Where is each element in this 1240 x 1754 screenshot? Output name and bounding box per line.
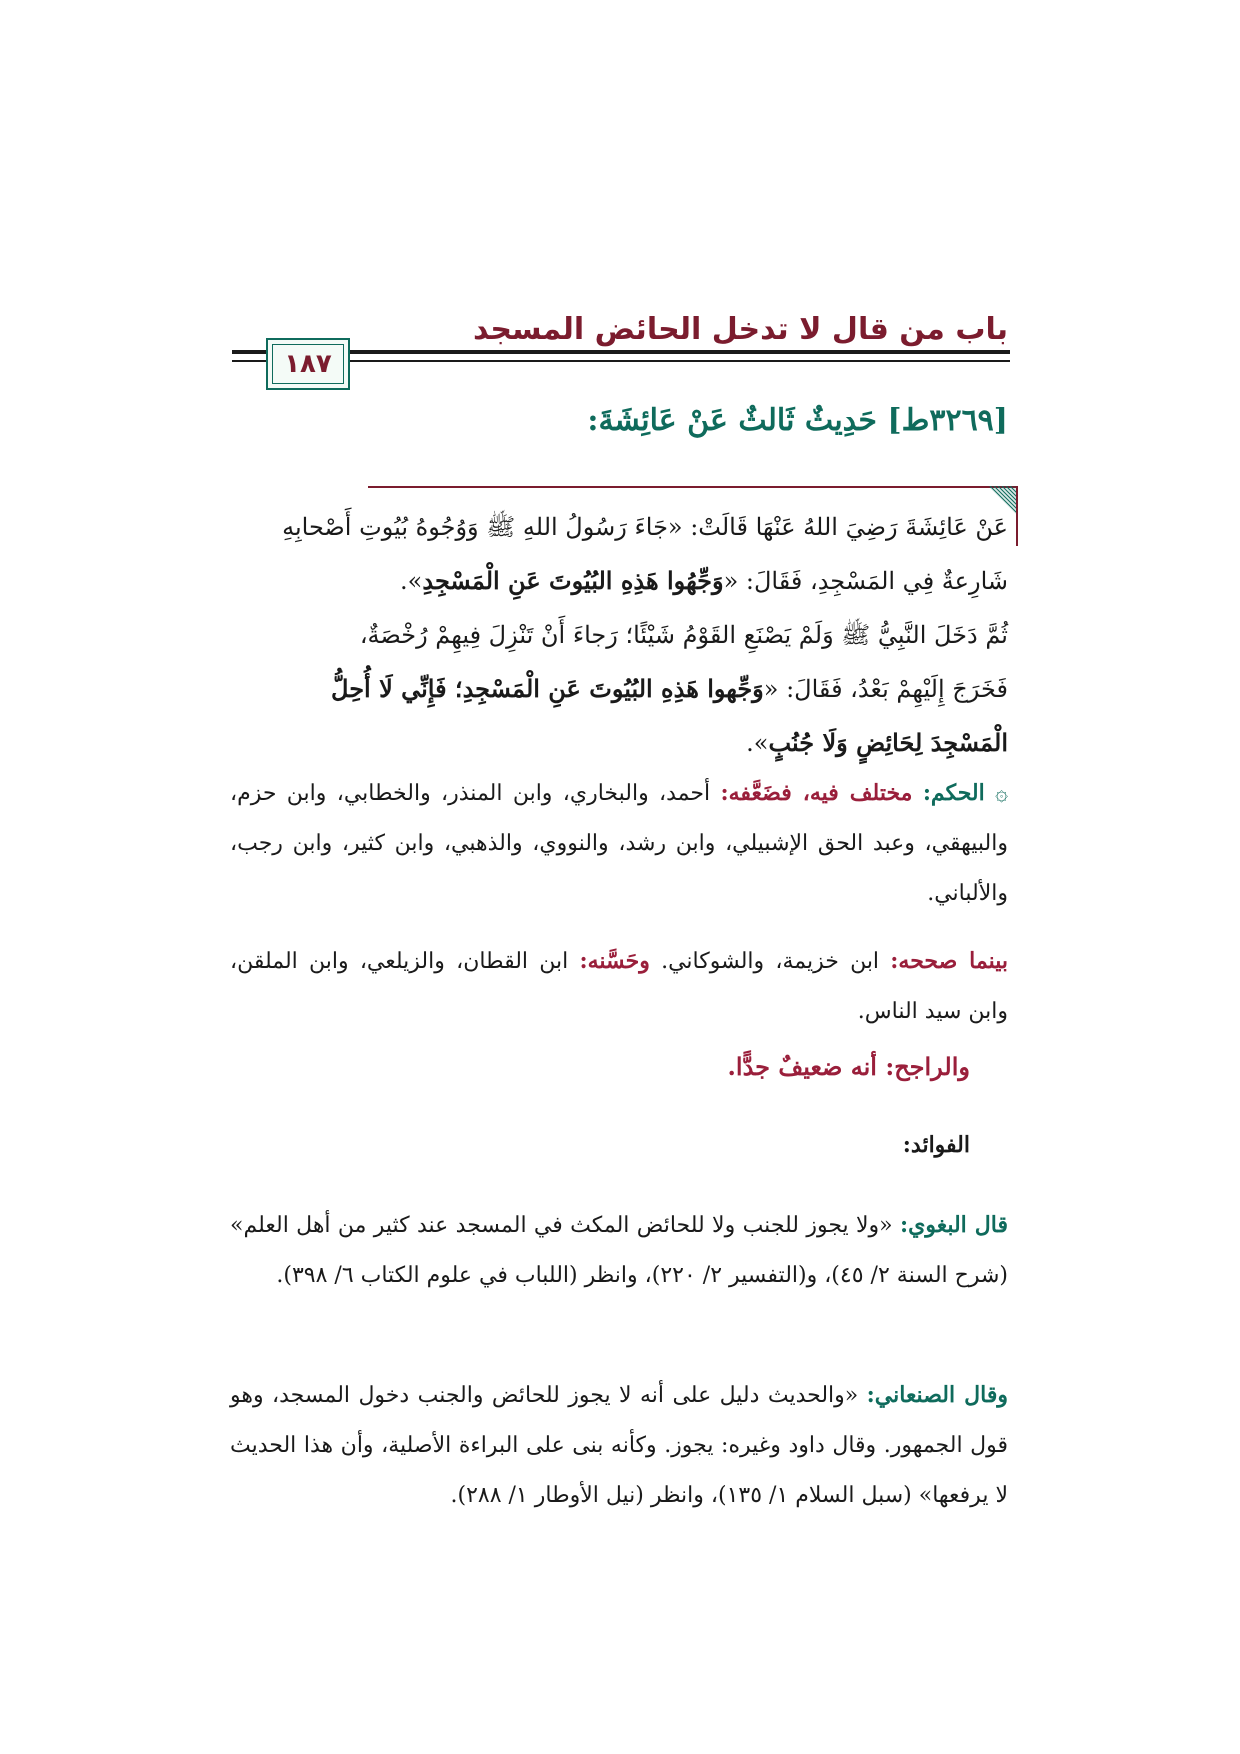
ornament-bullet-icon: ۞ [995,781,1008,806]
page-number: ١٨٧ [284,349,332,379]
sanani-paragraph [230,1370,1008,1521]
hadith-line: الْمَسْجِدَ لِحَائِضٍ وَلَا جُنُبٍ». [746,728,1008,757]
benefits-heading: الفوائد: [902,1132,970,1158]
page-number-badge [266,338,350,390]
sanani-label: وقال الصنعاني: [866,1382,1009,1408]
preponderant-ruling: والراجح: أنه ضعيفٌ جدًّا. [727,1052,970,1081]
baghawi-label: قال البغوي: [900,1212,1009,1238]
sanani-quote: «والحديث دليل على أنه لا يجوز للحائض والجنب دخول المسجد، وهو قول الجمهور. وقال داود وغيره: يجوز. وكأنه بنى على البراءة الأصلية، وأن هذا الحديث لا يرفعها» (سبل السلام ١/ ١٣٥)، وانظر (نيل الأوطار ١/ ٢٨٨). [230,1383,1008,1508]
hadith-title: [٣٢٦٩ط] حَدِيثٌ ثَالثٌ عَنْ عَائِشَةَ: [587,403,1008,438]
chapter-title: باب من قال لا تدخل الحائض المسجد [473,312,1008,347]
hasan-list: ابن القطان، والزيلعي، وابن الملقن، وابن سيد الناس. [230,949,1008,1024]
hadith-line: فَخَرَجَ إِلَيْهِمْ بَعْدُ، فَقَالَ: «وَجِّهوا هَذِهِ البُيُوتَ عَنِ الْمَسْجِدِ؛ فَإِنِّي لَا أُحِلُّ [331,674,1008,703]
baghawi-quote: «ولا يجوز للجنب ولا للحائض المكث في المسجد عند كثير من أهل العلم» (شرح السنة ٢/ ٤٥)، و(التفسير ٢/ ٢٢٠)، وانظر (اللباب في علوم الكتاب ٦/ ٣٩٨). [230,1213,1008,1288]
hadith-line: عَنْ عَائِشَةَ رَضِيَ اللهُ عَنْهَا قَالَتْ: «جَاءَ رَسُولُ اللهِ ﷺ وَوُجُوهُ بُيُوتِ أَصْحابِهِ [282,513,1008,541]
hadith-text [238,500,1008,770]
hadith-top-rule [368,486,938,488]
baghawi-paragraph [230,1200,1008,1301]
hasan-label: وحَسَّنه: [579,948,650,974]
hadith-line: ثُمَّ دَخَلَ النَّبِيُّ ﷺ وَلَمْ يَصْنَعِ القَوْمُ شَيْئًا؛ رَجاءَ أَنْ تَنْزِلَ فِيهِمْ رُخْصَةٌ، [359,621,1008,649]
weakeners-list: أحمد، والبخاري، وابن المنذر، والخطابي، وابن حزم، والبيهقي، وعبد الحق الإشبيلي، وابن رشد، والنووي، والذهبي، وابن كثير، وابن رجب، والألباني. [230,781,1008,906]
ruling-paragraph [230,768,1008,919]
authenticators-list: ابن خزيمة، والشوكاني. [661,949,880,974]
authenticated-label: بينما صححه: [890,948,1008,974]
authenticators-paragraph [230,936,1008,1037]
ruling-status: مختلف فيه، فضَعَّفه: [720,780,913,806]
ruling-label: الحكم: [922,780,985,806]
hadith-line: شَارِعةٌ فِي المَسْجِدِ، فَقَالَ: «وَجِّهُوا هَذِهِ البُيُوتَ عَنِ الْمَسْجِدِ». [400,566,1008,595]
